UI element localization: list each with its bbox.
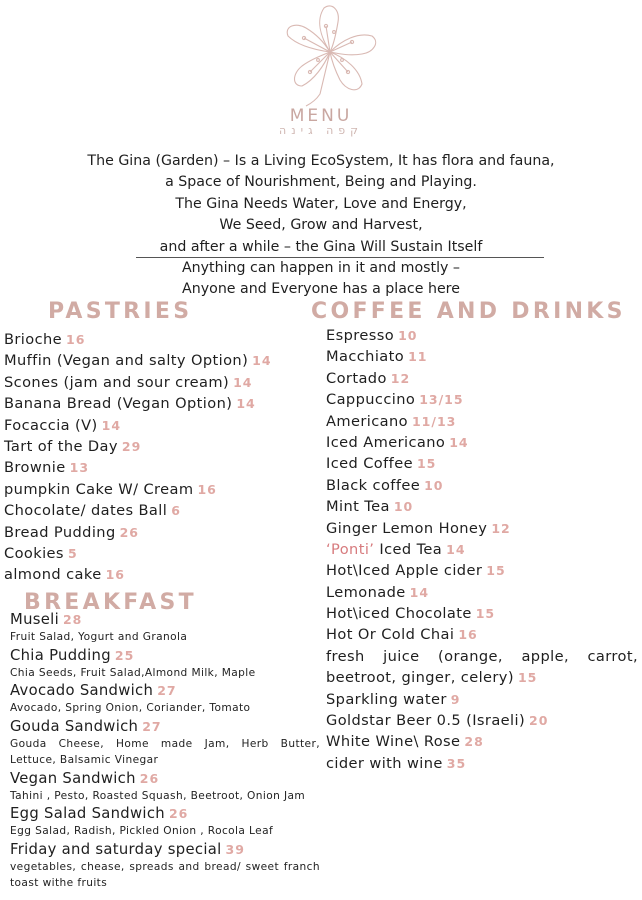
menu-item [4,500,272,521]
intro-line: Anyone and Everyone has a place here [182,281,460,298]
item-name: Bread Pudding [4,523,116,541]
item-description: Fruit Salad, Yogurt and Granola [10,631,188,643]
item-price: 16 [66,332,86,347]
item-price: 27 [142,718,162,734]
item-name: pumpkin Cake W/ Cream [4,480,194,498]
item-name: Chia Pudding [10,646,111,664]
breakfast-item [10,681,320,717]
item-price: 9 [450,691,461,707]
item-price: 20 [529,713,549,729]
item-name: Cortado [326,369,387,387]
item-name: Banana Bread (Vegan Option) [4,395,233,413]
item-description: vegetables, chease, spreads and bread/ sweet franch toast withe fruits [10,860,320,889]
item-price: 15 [416,456,437,472]
intro-text [0,151,642,301]
drinks-heading: COFFEE AND DRINKS [311,299,626,324]
intro-line: Anything can happen in it and mostly – [181,260,461,277]
menu-item [326,325,638,346]
item-price: 14 [409,584,430,600]
breakfast-item [10,646,320,682]
item-name: Egg Salad Sandwich [10,805,165,822]
item-name: Cappuccino [326,391,416,409]
item-price: 13 [69,460,90,476]
item-name: Lemonade [326,583,406,601]
item-name: Mint Tea [326,498,390,516]
breakfast-item [10,610,320,646]
item-name: Espresso [326,327,395,344]
menu-item [4,415,272,436]
item-name: Scones (jam and sour cream) [4,373,230,391]
item-price: 16 [197,481,217,497]
menu-item [4,543,272,564]
item-name: Black coffee [326,476,421,494]
item-name: Muffin (Vegan and salty Option) [4,352,249,370]
item-price: 28 [464,734,484,750]
item-price: 14 [449,434,469,450]
menu-item [326,603,638,624]
item-name: Tart of the Day [4,437,118,455]
item-price: 26 [168,806,189,821]
menu-item [4,522,272,543]
item-name: Iced Americano [326,433,446,451]
item-name: Focaccia (V) [4,416,98,434]
item-description: Tahini , Pesto, Roasted Squash, Beetroot, Onion Jam [10,789,306,802]
breakfast-item [10,717,320,769]
item-price: 15 [475,606,496,622]
item-name: Museli [10,611,59,628]
intro-line: We Seed, Grow and Harvest, [219,217,423,234]
breakfast-item [10,769,320,805]
item-name: Chocolate/ dates Ball [4,502,168,520]
item-name: Sparkling water [326,690,447,708]
item-price: 27 [157,683,177,698]
item-name: Gouda Sandwich [10,717,139,735]
breakfast-item [10,840,320,892]
menu-item [326,710,638,731]
item-price: 11/13 [411,413,457,429]
menu-item [326,646,638,689]
menu-item [4,393,272,414]
item-price: 14 [446,541,466,557]
item-price: 15 [517,670,538,686]
item-name: fresh juice (orange, apple, carrot, beetroot, ginger, celery) [326,647,638,687]
flower-logo-icon [276,2,384,108]
item-name: Avocado Sandwich [10,682,154,699]
item-name: Iced Tea [374,540,443,558]
item-price: 25 [114,647,135,663]
item-price: 28 [62,612,83,627]
item-price: 15 [486,563,506,579]
menu-item [326,389,638,410]
item-name: Cookies [4,544,64,562]
item-price: 14 [236,396,256,412]
intro-line: a Space of Nourishment, Being and Playing. [165,174,477,191]
item-price: 16 [105,567,125,583]
item-name: almond cake [4,566,102,584]
menu-item [326,624,638,645]
menu-item [4,436,272,457]
item-name: Brioche [4,331,63,348]
item-description: Gouda Cheese, Home made Jam, Herb Butter, Lettuce, Balsamic Vinegar [10,737,320,766]
intro-line: and after a while – the Gina Will Sustain Itself [159,238,483,255]
menu-item [326,432,638,453]
menu-item [326,453,638,474]
item-price: 16 [458,627,478,643]
drinks-list [326,325,638,774]
item-price: 13/15 [419,392,464,408]
breakfast-heading: BREAKFAST [24,590,197,615]
item-name: Macchiato [326,348,405,366]
menu-item [326,539,638,560]
menu-item [326,689,638,710]
item-price: 14 [252,353,272,369]
item-price: 26 [119,524,140,540]
item-name: Ginger Lemon Honey [326,519,488,537]
menu-item [4,350,272,371]
item-name-highlight: ‘Ponti’ [326,540,375,558]
item-name: Vegan Sandwich [10,769,136,787]
item-price: 14 [233,374,253,390]
menu-subtitle-hebrew: קפה גינה [279,124,363,137]
item-price: 12 [491,520,511,536]
item-name: Hot Or Cold Chai [326,626,455,644]
intro-divider [136,257,544,258]
item-name: Americano [326,412,408,430]
breakfast-item [10,804,320,840]
menu-item [326,475,638,496]
item-price: 5 [67,545,78,561]
menu-title: MENU [289,106,353,126]
menu-item [4,329,272,350]
item-name: Goldstar Beer 0.5 (Israeli) [326,712,526,730]
item-name: Hot\Iced Apple cider [326,562,483,580]
item-description: Avocado, Spring Onion, Coriander, Tomato [10,702,251,714]
menu-item [326,560,638,581]
menu-item [326,582,638,603]
menu-item [326,731,638,752]
item-price: 26 [139,770,160,786]
item-price: 39 [225,841,245,857]
breakfast-list [10,610,320,892]
menu-item [326,411,638,432]
item-description: Chia Seeds, Fruit Salad,Almond Milk, Maple [10,666,256,679]
item-name: cider with wine [326,754,443,772]
item-price: 10 [424,477,444,493]
pastries-list [4,329,272,586]
item-price: 10 [393,499,414,515]
menu-item [326,753,638,774]
item-description: Egg Salad, Radish, Pickled Onion , Rocola Leaf [10,825,274,837]
item-price: 6 [171,503,181,519]
pastries-heading: PASTRIES [48,299,193,324]
item-price: 35 [446,755,467,771]
menu-item [4,372,272,393]
item-price: 14 [101,417,122,433]
menu-item [4,564,272,585]
item-name: White Wine\ Rose [326,733,461,751]
item-price: 10 [398,328,418,343]
item-price: 12 [390,370,411,386]
item-name: Hot\iced Chocolate [326,605,472,623]
menu-item [326,518,638,539]
item-name: Brownie [4,459,66,477]
menu-item [326,496,638,517]
menu-item [4,479,272,500]
item-name: Iced Coffee [326,455,413,473]
item-name: Friday and saturday special [10,840,222,858]
intro-line: The Gina (Garden) – Is a Living EcoSystem, It has flora and fauna, [87,153,555,169]
menu-item [326,368,638,389]
menu-item [4,457,272,478]
item-price: 11 [408,349,428,365]
menu-item [326,346,638,367]
intro-line: The Gina Needs Water, Love and Energy, [175,195,467,212]
item-price: 29 [121,438,142,454]
